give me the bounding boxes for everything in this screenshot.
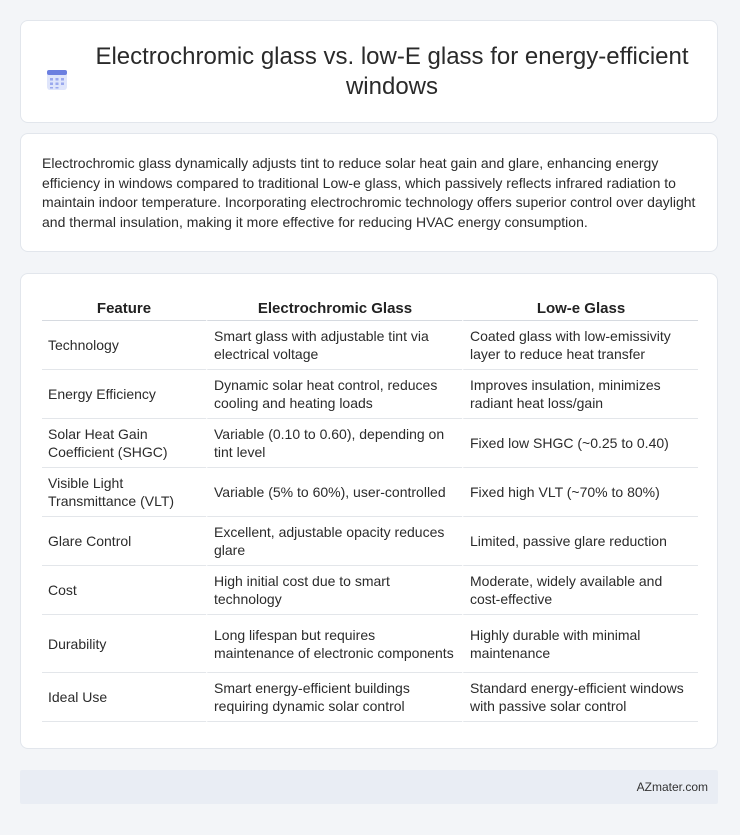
column-header-low-e: Low-e Glass <box>462 294 698 321</box>
comparison-card <box>20 273 718 749</box>
table-row <box>42 321 698 370</box>
electrochromic-cell: Long lifespan but requires maintenance of electronic components <box>206 615 462 673</box>
comparison-table <box>42 294 698 722</box>
low-e-cell: Standard energy-efficient windows with passive solar control <box>462 673 698 722</box>
electrochromic-cell: Dynamic solar heat control, reduces cooling and heating loads <box>206 370 462 419</box>
title-wrap <box>46 42 692 102</box>
table-row <box>42 566 698 615</box>
electrochromic-cell: High initial cost due to smart technology <box>206 566 462 615</box>
feature-cell: Energy Efficiency <box>42 370 206 419</box>
electrochromic-cell: Smart glass with adjustable tint via electrical voltage <box>206 321 462 370</box>
low-e-cell: Limited, passive glare reduction <box>462 517 698 566</box>
intro-card <box>20 133 718 252</box>
low-e-cell: Fixed high VLT (~70% to 80%) <box>462 468 698 517</box>
table-row <box>42 468 698 517</box>
table-row <box>42 517 698 566</box>
electrochromic-cell: Excellent, adjustable opacity reduces glare <box>206 517 462 566</box>
document-table-icon <box>46 69 68 91</box>
electrochromic-cell: Variable (5% to 60%), user-controlled <box>206 468 462 517</box>
feature-cell: Technology <box>42 321 206 370</box>
feature-cell: Visible Light Transmittance (VLT) <box>42 468 206 517</box>
feature-cell: Durability <box>42 615 206 673</box>
table-header-row <box>42 294 698 321</box>
electrochromic-cell: Variable (0.10 to 0.60), depending on tint level <box>206 419 462 468</box>
low-e-cell: Fixed low SHGC (~0.25 to 0.40) <box>462 419 698 468</box>
footer-bar <box>20 770 718 804</box>
table-row <box>42 673 698 722</box>
footer-brand: AZmater.com <box>636 780 708 794</box>
electrochromic-cell: Smart energy-efficient buildings requiring dynamic solar control <box>206 673 462 722</box>
feature-cell: Glare Control <box>42 517 206 566</box>
column-header-electrochromic: Electrochromic Glass <box>206 294 462 321</box>
column-header-feature: Feature <box>42 294 206 321</box>
low-e-cell: Improves insulation, minimizes radiant heat loss/gain <box>462 370 698 419</box>
intro-paragraph: Electrochromic glass dynamically adjusts tint to reduce solar heat gain and glare, enhancing energy efficiency in windows compared to traditional Low-e glass, which passively reflects infrared radiation to maintain indoor temperature. Incorporating electrochromic technology offers superior control over daylight and thermal insulation, making it more effective for reducing HVAC energy consumption. <box>42 155 696 230</box>
table-row <box>42 370 698 419</box>
table-row <box>42 419 698 468</box>
title-card <box>20 20 718 123</box>
low-e-cell: Coated glass with low-emissivity layer to reduce heat transfer <box>462 321 698 370</box>
feature-cell: Ideal Use <box>42 673 206 722</box>
low-e-cell: Moderate, widely available and cost-effective <box>462 566 698 615</box>
page-title: Electrochromic glass vs. low-E glass for energy-efficient windows <box>95 42 689 100</box>
feature-cell: Solar Heat Gain Coefficient (SHGC) <box>42 419 206 468</box>
low-e-cell: Highly durable with minimal maintenance <box>462 615 698 673</box>
table-row <box>42 615 698 673</box>
feature-cell: Cost <box>42 566 206 615</box>
